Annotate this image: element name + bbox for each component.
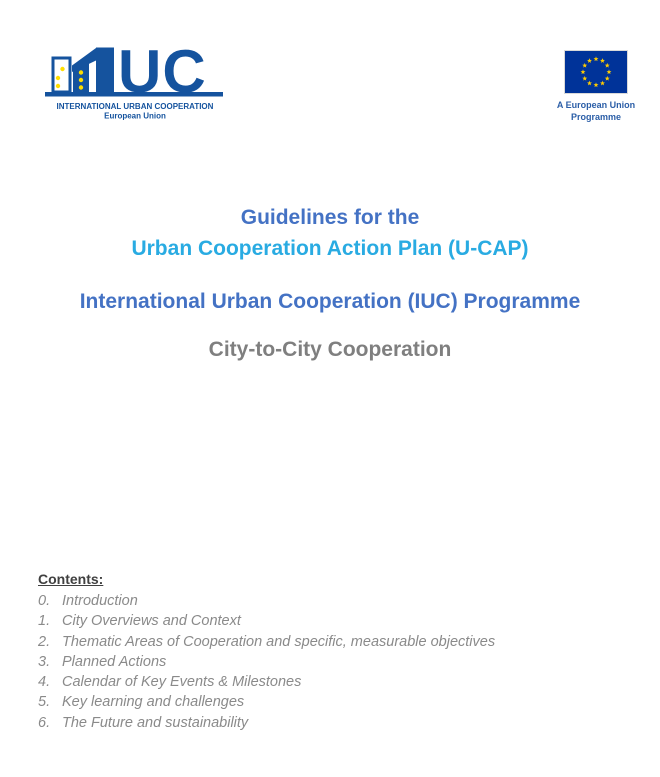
subtitle: City-to-City Cooperation	[208, 338, 452, 361]
list-item-number: 4.	[38, 674, 51, 691]
list-item	[38, 611, 628, 631]
contents-section	[38, 571, 628, 733]
building-outline-icon	[53, 58, 70, 92]
list-item	[38, 652, 628, 672]
logo-acronym: UC	[118, 45, 207, 105]
list-item-label: Planned Actions	[62, 653, 167, 670]
list-item-label: Thematic Areas of Cooperation and specific, measurable objectives	[62, 633, 496, 650]
title-line-1: Guidelines for the	[240, 206, 420, 229]
list-item	[38, 632, 628, 652]
list-item-number: 2.	[38, 633, 51, 650]
eu-caption-line1: A European Union	[556, 100, 636, 110]
list-item-label: The Future and sustainability	[62, 714, 249, 731]
list-item-number: 3.	[38, 653, 51, 670]
list-item	[38, 713, 628, 733]
list-item-number: 6.	[38, 714, 51, 731]
title-line-3: International Urban Cooperation (IUC) Programme	[79, 290, 581, 313]
iuc-logo	[45, 45, 225, 125]
title-block	[0, 207, 660, 361]
eu-programme-badge	[551, 50, 641, 123]
list-item-number: 0.	[38, 593, 51, 609]
logo-caption-line2: European Union	[104, 111, 166, 121]
list-item-number: 1.	[38, 613, 51, 630]
list-item-label: City Overviews and Context	[62, 613, 241, 630]
eu-flag-icon	[564, 50, 628, 94]
title-line-2: Urban Cooperation Action Plan (U-CAP)	[131, 237, 529, 260]
list-item-label: Introduction	[62, 593, 138, 609]
list-item-number: 5.	[38, 694, 51, 711]
eu-caption-line2: Programme	[570, 111, 622, 122]
contents-heading: Contents:	[38, 571, 104, 587]
list-item-label: Calendar of Key Events & Milestones	[62, 674, 302, 691]
list-item-label: Key learning and challenges	[62, 694, 245, 711]
list-item	[38, 692, 628, 712]
list-item	[38, 591, 628, 611]
contents-list	[38, 591, 628, 733]
logo-caption-line1: INTERNATIONAL URBAN COOPERATION	[56, 102, 214, 111]
list-item	[38, 672, 628, 692]
